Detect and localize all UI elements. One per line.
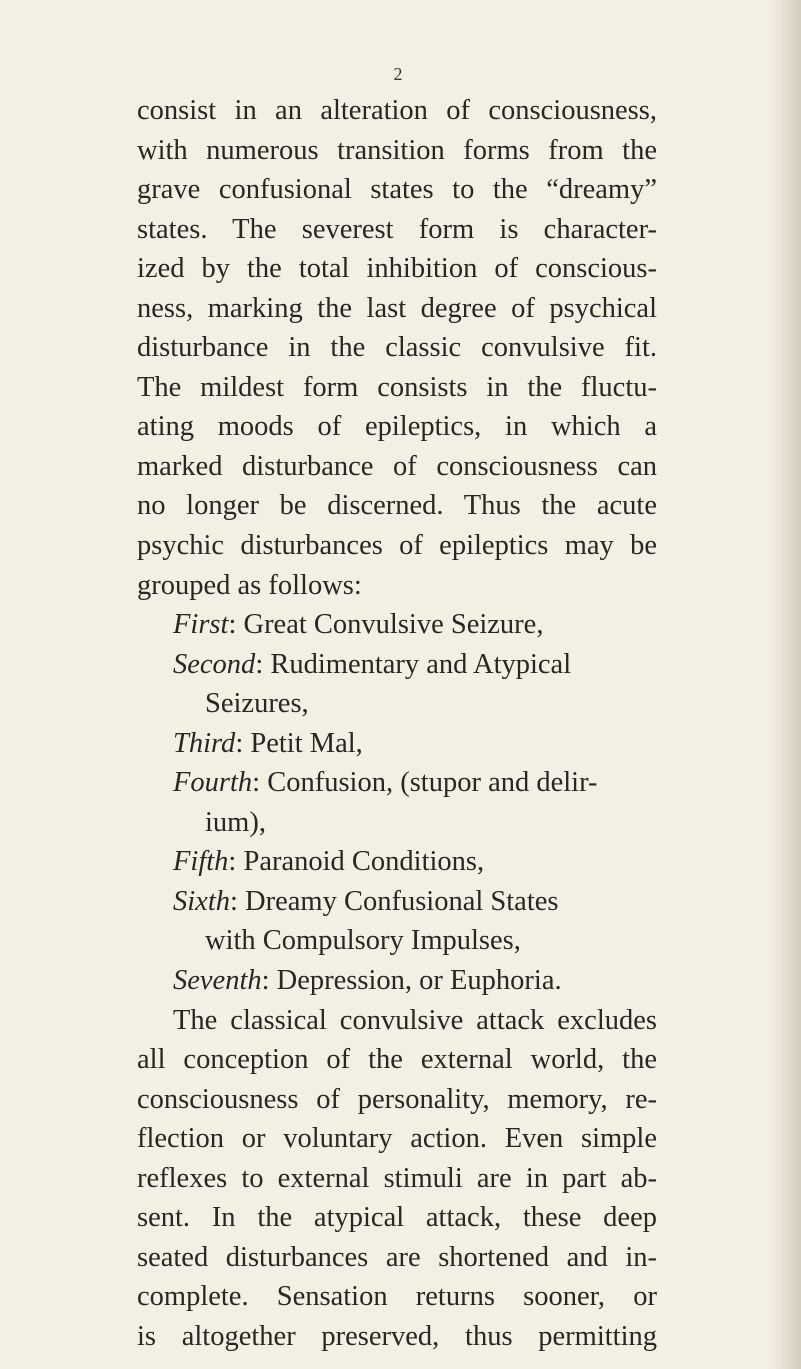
list-text: : Great Convulsive Seizure, bbox=[228, 609, 544, 641]
text-line: reflexes to external stimuli are in part ab- bbox=[137, 1162, 657, 1194]
text-line: disturbance in the classic convulsive fit. bbox=[137, 332, 657, 364]
list-item-first bbox=[137, 605, 657, 645]
text-line: psychic disturbances of epileptics may be bbox=[137, 530, 657, 562]
body-text bbox=[137, 91, 657, 1357]
text-line: consist in an alteration of consciousness, bbox=[137, 95, 657, 126]
text-line: complete. Sensation returns sooner, or bbox=[137, 1281, 657, 1313]
list-item-fourth bbox=[137, 763, 657, 803]
text-line: all conception of the external world, the bbox=[137, 1044, 657, 1076]
list-continuation: with Compulsory Impulses, bbox=[205, 925, 521, 957]
list-ordinal: Second bbox=[173, 648, 256, 680]
list-item-third bbox=[137, 724, 657, 764]
list-item-sixth bbox=[137, 882, 657, 922]
list-item-fifth bbox=[137, 842, 657, 882]
text-line: ized by the total inhibition of conscious- bbox=[137, 253, 657, 285]
text-line: sent. In the atypical attack, these deep bbox=[137, 1202, 657, 1234]
list-ordinal: Seventh bbox=[173, 965, 262, 997]
text-line: states. The severest form is character- bbox=[137, 213, 657, 245]
text-line: seated disturbances are shortened and in- bbox=[137, 1241, 657, 1273]
list-item-second bbox=[137, 645, 657, 685]
list-text: : Confusion, (stupor and delir- bbox=[252, 767, 598, 799]
text-line: with numerous transition forms from the bbox=[137, 134, 657, 166]
text-line: no longer be discerned. Thus the acute bbox=[137, 490, 657, 522]
page-edge-shadow bbox=[767, 0, 801, 1369]
list-item-seventh bbox=[137, 961, 657, 1001]
list-ordinal: Third bbox=[173, 727, 236, 759]
list-text: : Rudimentary and Atypical bbox=[255, 648, 572, 680]
list-continuation: ium), bbox=[205, 806, 266, 838]
list-text: : Paranoid Conditions, bbox=[228, 846, 485, 878]
page-number: 2 bbox=[393, 64, 403, 84]
list-text: : Petit Mal, bbox=[235, 727, 363, 759]
text-line: grave confusional states to the “dreamy” bbox=[137, 174, 657, 206]
list-ordinal: First bbox=[173, 609, 229, 641]
list-ordinal: Fifth bbox=[173, 846, 229, 878]
text-line: marked disturbance of consciousness can bbox=[137, 450, 657, 482]
text-line: ness, marking the last degree of psychical bbox=[137, 292, 657, 324]
text-line: flection or voluntary action. Even simple bbox=[137, 1123, 657, 1155]
list-ordinal: Fourth bbox=[173, 767, 253, 799]
list-continuation: Seizures, bbox=[205, 688, 309, 720]
text-line: grouped as follows: bbox=[137, 569, 362, 601]
list-text: : Dreamy Confusional States bbox=[230, 885, 559, 917]
text-line: is altogether preserved, thus permitting bbox=[137, 1320, 657, 1352]
list-ordinal: Sixth bbox=[173, 885, 230, 917]
text-line: The mildest form consists in the fluctu- bbox=[137, 371, 657, 403]
text-line: ating moods of epileptics, in which a bbox=[137, 411, 657, 443]
text-line: The classical convulsive attack excludes bbox=[173, 1004, 657, 1036]
text-line: consciousness of personality, memory, re- bbox=[137, 1083, 657, 1115]
list-text: : Depression, or Euphoria. bbox=[261, 965, 562, 997]
